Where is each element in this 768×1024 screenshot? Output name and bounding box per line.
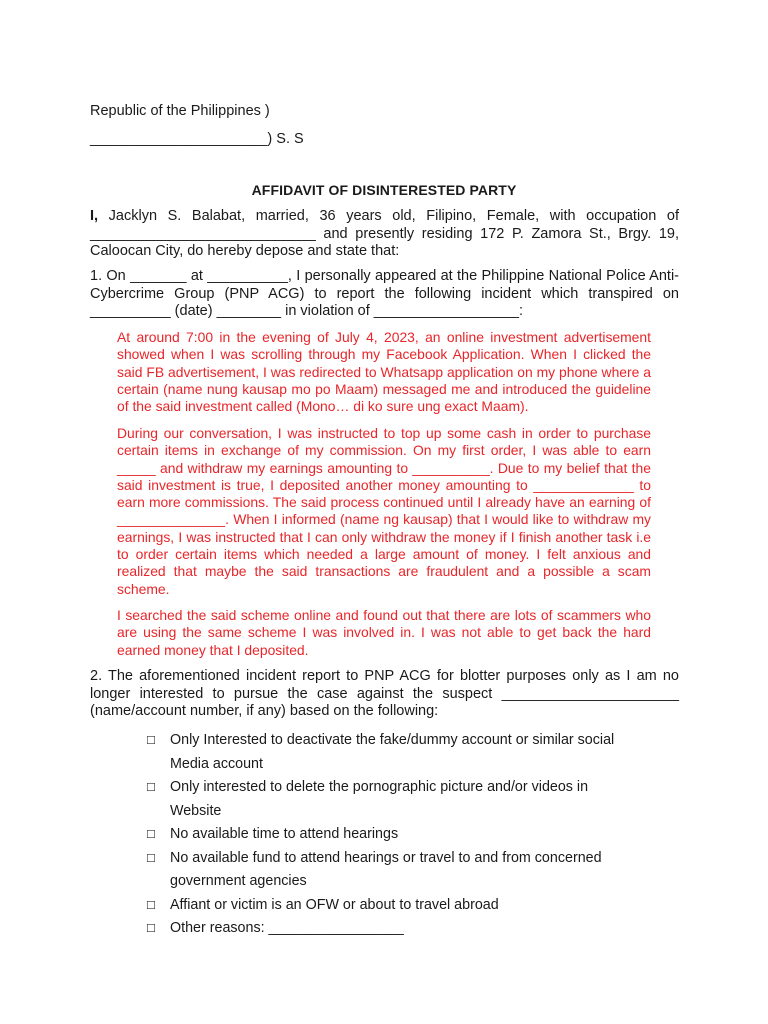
checkbox-icon[interactable]: ☐	[146, 828, 156, 841]
document-title: AFFIDAVIT OF DISINTERESTED PARTY	[251, 182, 517, 198]
intro-text: Jacklyn S. Balabat, married, 36 years old, Filipino, Female, with occupation of ____________________________ and presently residing 172 P. Zamora St., Brgy. 19, Caloocan City, do hereby depose and state that:	[90, 208, 679, 259]
reason-label: Other reasons: _________________	[170, 920, 404, 936]
checkbox-icon[interactable]: ☐	[146, 922, 156, 935]
checkbox-icon[interactable]: ☐	[146, 898, 156, 912]
header-venue: ______________________) S. S	[90, 131, 304, 147]
reason-item	[146, 729, 626, 776]
intro-lead: I,	[90, 208, 99, 224]
reason-item	[146, 847, 626, 894]
narrative-paragraph-2: During our conversation, I was instructed to top up some cash in order to purchase certain items in exchange of my commission. On my first order, I was able to earn _____ and withdraw my earnings amounting to __________. Due to my belief that the said investment is true, I deposited another money amounting to _____________ to earn more commissions. The said process continued until I already have an earning of ______________. When I informed (name ng kausap) that I would like to withdraw my earnings, I was instructed that I can only withdraw the money if I finish another task i.e to order certain items which needed a large amount of money. I felt anxious and realized that maybe the said transactions are fraudulent and a possible a scam scheme.	[117, 425, 651, 597]
reason-label: Affiant or victim is an OFW or about to travel abroad	[170, 896, 499, 913]
reasons-checklist	[146, 729, 626, 941]
intro-paragraph	[90, 208, 679, 261]
reason-item	[146, 894, 626, 918]
header-country: Republic of the Philippines )	[90, 103, 270, 119]
reason-item	[146, 776, 626, 823]
narrative-paragraph-1: At around 7:00 in the evening of July 4, 2023, an online investment advertisement showed when I was scrolling through my Facebook Application. When I clicked the said FB advertisement, I was redirected to Whatsapp application on my phone where a certain (name nung kausap mo po Maam) messaged me and introduced the guideline of the said investment called (Mono… di ko sure ung exact Maam).	[117, 329, 651, 415]
checkbox-icon[interactable]: ☐	[146, 781, 156, 794]
checkbox-icon[interactable]: ☐	[146, 851, 156, 865]
checkbox-icon[interactable]: ☐	[146, 734, 156, 747]
paragraph-2: 2. The aforementioned incident report to PNP ACG for blotter purposes only as I am no longer interested to pursue the case against the suspect ______________________ (name/account number, if any) based on the following:	[90, 668, 679, 719]
narrative-paragraph-3: I searched the said scheme online and found out that there are lots of scammers who are using the same scheme I was involved in. I was not able to get back the hard earned money that I deposited.	[117, 607, 651, 658]
paragraph-1: 1. On _______ at __________, I personally appeared at the Philippine National Police Anti-Cybercrime Group (PNP ACG) to report the following incident which transpired on __________ (date) ________ in violation of __________________:	[90, 268, 679, 319]
reason-label: No available time to attend hearings	[170, 826, 399, 842]
reason-label: No available fund to attend hearings or travel to and from concerned government agencies	[170, 849, 602, 889]
reason-label: Only interested to delete the pornographic picture and/or videos in Website	[170, 779, 589, 819]
reason-item	[146, 917, 626, 941]
reason-label: Only Interested to deactivate the fake/dummy account or similar social Media account	[170, 732, 615, 772]
reason-item	[146, 823, 626, 847]
